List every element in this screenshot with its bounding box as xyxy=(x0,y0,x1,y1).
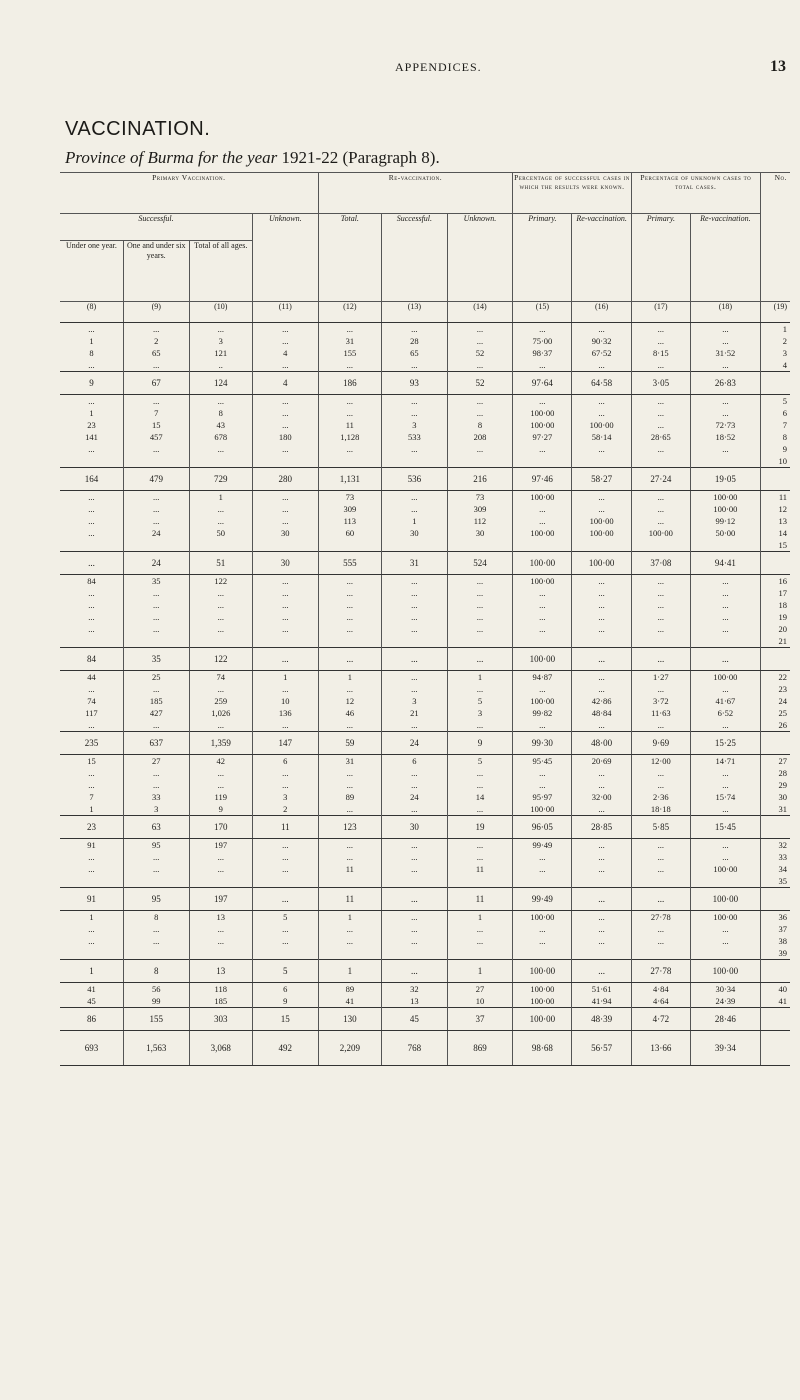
column-number: (19) xyxy=(760,302,790,323)
table-cell: 147 xyxy=(252,732,318,755)
table-cell: 35 ... ... ... ... xyxy=(123,575,189,648)
table-cell: 1 2 3 4 xyxy=(760,323,790,372)
table-cell: ... 1 8 ... xyxy=(88,324,95,370)
table-cell: 27·24 xyxy=(631,468,690,491)
table-cell: ... 3 121 .. xyxy=(189,323,252,372)
subtotal-row xyxy=(60,648,790,671)
table-cell: ... xyxy=(252,888,318,911)
col-header-revacc-unknown: Unknown. xyxy=(447,214,513,302)
table-cell: 555 xyxy=(318,552,381,575)
table-cell: 95·45 ... ... 95·97 100·00 xyxy=(513,755,572,816)
table-cell: ... ... 42·86 48·84 ... xyxy=(572,671,631,732)
table-cell: 2,209 xyxy=(318,1031,381,1066)
table-cell: ... ... ... xyxy=(631,839,690,888)
table-cell: 30 xyxy=(382,816,448,839)
table-cell: ... ... ... xyxy=(382,839,448,888)
table-cell: 25 ... 185 427 ... xyxy=(123,671,189,732)
group-primary-vaccination: Primary Vaccination. xyxy=(60,173,318,214)
table-cell xyxy=(760,648,790,671)
table-cell: 52 xyxy=(447,372,513,395)
page-subtitle xyxy=(65,148,440,168)
table-cell: ... 1 23 141 ... xyxy=(85,396,98,454)
table-cell: ... 31 155 ... xyxy=(318,323,381,372)
table-cell: 1 ... ... 50 xyxy=(189,491,252,552)
table-cell: ... ... ... ... ... xyxy=(447,575,513,648)
table-cell: ... ... ... ... xyxy=(88,492,95,538)
table-cell: 28·85 xyxy=(572,816,631,839)
table-cell: ... ... ... ... ... xyxy=(572,575,631,648)
table-cell: 48·00 xyxy=(572,732,631,755)
col-header-total-all-ages: Total of all ages. xyxy=(189,241,252,302)
page-number: 13 xyxy=(770,58,786,75)
table-cell: ... ... 31·52 ... xyxy=(690,323,760,372)
table-row xyxy=(60,911,790,960)
table-cell: 27·78 ... ... xyxy=(631,911,690,960)
table-cell: ... xyxy=(690,648,760,671)
table-cell: 51·61 41·94 xyxy=(572,983,631,1008)
table-cell: 100·00 xyxy=(690,960,760,983)
group-no: No. xyxy=(760,173,790,302)
table-cell: ... xyxy=(447,648,513,671)
table-cell: 197 xyxy=(189,888,252,911)
column-number: (17) xyxy=(631,302,690,323)
table-cell: 20·69 ... ... 32·00 ... xyxy=(572,755,631,816)
table-cell: 13 xyxy=(189,960,252,983)
table-cell: 8 ... ... xyxy=(123,911,189,960)
table-cell: 15 ... ... 7 1 xyxy=(87,756,96,814)
table-cell: 99·49 ... ... xyxy=(513,839,572,888)
table-cell: 11 xyxy=(318,888,381,911)
table-cell: 100·00 xyxy=(572,552,631,575)
table-cell: 35 xyxy=(123,648,189,671)
table-cell: 99·30 xyxy=(513,732,572,755)
table-cell: 170 xyxy=(189,816,252,839)
table-cell: 30·34 24·39 xyxy=(690,983,760,1008)
table-cell: 23 xyxy=(60,816,123,839)
table-cell: ... xyxy=(318,648,381,671)
table-cell: 216 xyxy=(447,468,513,491)
table-cell: ... ... ... ... ... xyxy=(252,575,318,648)
table-cell: 303 xyxy=(189,1008,252,1031)
page-title: VACCINATION. xyxy=(65,118,211,140)
table-body xyxy=(60,323,790,1066)
subtotal-row xyxy=(60,816,790,839)
table-cell: 123 xyxy=(318,816,381,839)
col-header-pct-primary: Primary. xyxy=(513,214,572,302)
col-header-under-one: Under one year. xyxy=(60,241,123,302)
subgroup-successful: Successful. xyxy=(60,214,252,241)
table-cell: 1 ... ... xyxy=(318,911,381,960)
table-cell: 100·00 xyxy=(513,960,572,983)
table-cell: 24 xyxy=(123,552,189,575)
table-cell: 6 9 xyxy=(252,983,318,1008)
table-cell: 5·85 xyxy=(631,816,690,839)
table-cell: 89 41 xyxy=(318,983,381,1008)
table-cell: 100·00 ... ... xyxy=(690,911,760,960)
table-cell: 95 xyxy=(123,888,189,911)
table-cell: 91 xyxy=(60,888,123,911)
table-row xyxy=(60,839,790,888)
table-cell: 6 ... ... 3 2 xyxy=(252,755,318,816)
table-row xyxy=(60,671,790,732)
subtotal-row xyxy=(60,960,790,983)
table-cell: ... ... ... 24 xyxy=(123,491,189,552)
column-number: (16) xyxy=(572,302,631,323)
table-cell: 768 xyxy=(382,1031,448,1066)
table-row xyxy=(60,395,790,468)
table-cell xyxy=(760,552,790,575)
table-cell: 94·41 xyxy=(690,552,760,575)
table-cell: 5 6 7 8 9 10 xyxy=(760,395,790,468)
table-cell: 4·72 xyxy=(631,1008,690,1031)
table-cell: 93 xyxy=(382,372,448,395)
table-cell: 19·05 xyxy=(690,468,760,491)
table-cell: 31 ... ... 89 ... xyxy=(318,755,381,816)
table-cell: ... ... 72·73 18·52 ... xyxy=(690,395,760,468)
table-cell: 73 309 113 60 xyxy=(318,491,381,552)
table-cell: 5 xyxy=(252,960,318,983)
column-number: (11) xyxy=(252,302,318,323)
table-row xyxy=(60,755,790,816)
table-cell: 32 13 xyxy=(382,983,448,1008)
table-cell: 1 xyxy=(447,960,513,983)
table-cell: 280 xyxy=(252,468,318,491)
table-cell: ... ... ... xyxy=(382,911,448,960)
table-cell: 637 xyxy=(123,732,189,755)
table-cell: 100·00 xyxy=(690,888,760,911)
group-revaccination: Re-vaccination. xyxy=(318,173,513,214)
table-cell: 39·34 xyxy=(690,1031,760,1066)
group-percent-successful: Percentage of successful cases in which the results were known. xyxy=(513,173,631,214)
table-cell: 5 ... ... xyxy=(252,911,318,960)
table-cell: 11 xyxy=(447,888,513,911)
table-cell: 11 12 13 14 15 xyxy=(760,491,790,552)
table-cell: ... ... 3 21 ... xyxy=(382,671,448,732)
table-cell: ... xyxy=(572,888,631,911)
table-cell: ... ... 100·00 100·00 xyxy=(572,491,631,552)
subtotal-row xyxy=(60,732,790,755)
table-cell: 28·46 xyxy=(690,1008,760,1031)
table-cell: 1 ... ... xyxy=(447,911,513,960)
table-cell: 30 xyxy=(252,552,318,575)
table-cell: 41 45 xyxy=(87,984,96,1006)
table-cell: ... 28 65 ... xyxy=(382,323,448,372)
table-cell: 97·46 xyxy=(513,468,572,491)
table-cell: 1,563 xyxy=(123,1031,189,1066)
table-cell: 37·08 xyxy=(631,552,690,575)
table-cell: 5 ... ... 14 ... xyxy=(447,755,513,816)
table-cell: ... xyxy=(382,648,448,671)
table-cell: 8 xyxy=(123,960,189,983)
table-cell: 13 ... ... xyxy=(189,911,252,960)
table-cell: ... 2 65 ... xyxy=(123,323,189,372)
table-cell: 100·00 100·00 xyxy=(513,983,572,1008)
table-cell: ... ... ... ... ... xyxy=(318,575,381,648)
table-cell: 164 xyxy=(60,468,123,491)
table-cell: 524 xyxy=(447,552,513,575)
table-cell: 56·57 xyxy=(572,1031,631,1066)
table-cell: 1,131 xyxy=(318,468,381,491)
table-cell: 479 xyxy=(123,468,189,491)
table-cell: ... 75·00 98·37 ... xyxy=(513,323,572,372)
table-cell: ... xyxy=(572,648,631,671)
table-cell: 100·00 ... ... xyxy=(513,911,572,960)
table-cell: 869 xyxy=(447,1031,513,1066)
table-cell: 91 ... ... xyxy=(87,840,96,874)
table-cell: 492 xyxy=(252,1031,318,1066)
col-header-unk-primary: Primary. xyxy=(631,214,690,302)
table-cell: ... ... ... 180 ... xyxy=(252,395,318,468)
table-cell: 1·27 ... 3·72 11·63 ... xyxy=(631,671,690,732)
table-cell: 22 23 24 25 26 xyxy=(760,671,790,732)
table-cell: 95 ... ... xyxy=(123,839,189,888)
table-cell: 3·05 xyxy=(631,372,690,395)
table-cell: 100·00 100·00 99·12 50·00 xyxy=(690,491,760,552)
table-cell: 6 ... ... 24 ... xyxy=(382,755,448,816)
table-cell: 48·39 xyxy=(572,1008,631,1031)
table-cell: 26·83 xyxy=(690,372,760,395)
table-cell: ... ... 11 1,128 ... xyxy=(318,395,381,468)
table-cell: 27·78 xyxy=(631,960,690,983)
table-cell: ... 8 43 678 ... xyxy=(189,395,252,468)
table-cell xyxy=(760,960,790,983)
table-cell: 118 185 xyxy=(189,983,252,1008)
table-cell: 197 ... ... xyxy=(189,839,252,888)
table-cell: 9 xyxy=(60,372,123,395)
subtotal-row xyxy=(60,1008,790,1031)
table-cell: ... xyxy=(60,552,123,575)
table-row xyxy=(60,575,790,648)
table-cell: ... ... ... 28·65 ... xyxy=(631,395,690,468)
table-cell: 12·00 ... ... 2·36 18·18 xyxy=(631,755,690,816)
table-cell: ... ... 11 xyxy=(447,839,513,888)
table-cell: ... xyxy=(572,960,631,983)
table-cell: 32 33 34 35 xyxy=(760,839,790,888)
vaccination-table xyxy=(60,172,790,1066)
table-cell: ... xyxy=(631,648,690,671)
table-cell: 24 xyxy=(382,732,448,755)
col-header-pct-revacc: Re-vaccination. xyxy=(572,214,631,302)
table-cell: 37 xyxy=(447,1008,513,1031)
table-cell: 122 xyxy=(189,648,252,671)
subtotal-row xyxy=(60,468,790,491)
subtotal-row xyxy=(60,372,790,395)
column-number: (15) xyxy=(513,302,572,323)
table-cell xyxy=(760,1031,790,1066)
table-cell: 1 ... 12 46 ... xyxy=(318,671,381,732)
table-cell: 1 ... 5 3 ... xyxy=(447,671,513,732)
subtotal-row xyxy=(60,888,790,911)
table-cell: 130 xyxy=(318,1008,381,1031)
table-cell: ... ... 100·00 58·14 ... xyxy=(572,395,631,468)
table-cell: ... xyxy=(382,888,448,911)
table-cell: 94·87 ... 100·00 99·82 ... xyxy=(513,671,572,732)
table-cell: 42 ... ... 119 9 xyxy=(189,755,252,816)
table-cell: 56 99 xyxy=(123,983,189,1008)
table-cell: ... ... 52 ... xyxy=(447,323,513,372)
table-cell: ... xyxy=(382,960,448,983)
table-row xyxy=(60,983,790,1008)
table-cell: 44 ... 74 117 ... xyxy=(85,672,98,730)
column-number: (10) xyxy=(189,302,252,323)
table-cell: 122 ... ... ... ... xyxy=(189,575,252,648)
table-cell: 45 xyxy=(382,1008,448,1031)
table-cell xyxy=(760,372,790,395)
table-cell: ... 100·00 100·00 97·27 ... xyxy=(513,395,572,468)
table-cell: ... ... ... xyxy=(572,911,631,960)
column-number-row xyxy=(60,302,790,323)
subtitle-italic: Province of Burma for the year xyxy=(65,148,278,167)
column-number: (14) xyxy=(447,302,513,323)
table-cell: 67 xyxy=(123,372,189,395)
table-cell: 100·00 xyxy=(513,1008,572,1031)
table-cell: 84 xyxy=(60,648,123,671)
table-cell: ... ... 8·15 ... xyxy=(631,323,690,372)
grand-total-row xyxy=(60,1031,790,1066)
table-cell: 4 xyxy=(252,372,318,395)
table-cell: 186 xyxy=(318,372,381,395)
table-cell xyxy=(760,468,790,491)
table-cell: 4·84 4·64 xyxy=(631,983,690,1008)
table-cell: ... ... 4 ... xyxy=(252,323,318,372)
table-cell: ... ... 1 30 xyxy=(382,491,448,552)
table-cell: 100·00 xyxy=(513,552,572,575)
table-cell: ... ... 11 xyxy=(318,839,381,888)
table-cell: 86 xyxy=(60,1008,123,1031)
table-cell: 96·05 xyxy=(513,816,572,839)
table-cell: 27 ... ... 33 3 xyxy=(123,755,189,816)
table-cell xyxy=(760,732,790,755)
table-cell: 74 ... 259 1,026 ... xyxy=(189,671,252,732)
table-cell: 1 xyxy=(60,960,123,983)
table-cell: 13·66 xyxy=(631,1031,690,1066)
table-cell: 155 xyxy=(123,1008,189,1031)
table-cell: 27 10 xyxy=(447,983,513,1008)
table-cell: ... ... ... ... ... xyxy=(690,575,760,648)
table-cell: 98·68 xyxy=(513,1031,572,1066)
table-cell: 3,068 xyxy=(189,1031,252,1066)
table-cell xyxy=(760,1008,790,1031)
subtitle-rest: 1921-22 (Paragraph 8). xyxy=(281,148,440,167)
table-cell: 19 xyxy=(447,816,513,839)
table-cell: ... ... 3 533 ... xyxy=(382,395,448,468)
table-cell: 63 xyxy=(123,816,189,839)
table-cell: 36 37 38 39 xyxy=(760,911,790,960)
table-row xyxy=(60,323,790,372)
table-cell: 100·00 ... ... 100·00 xyxy=(513,491,572,552)
column-number: (12) xyxy=(318,302,381,323)
table-cell: 16 17 18 19 20 21 xyxy=(760,575,790,648)
column-number: (13) xyxy=(382,302,448,323)
table-cell: 100·00 ... 41·67 6·52 ... xyxy=(690,671,760,732)
table-cell xyxy=(760,816,790,839)
table-cell: ... ... 8 208 ... xyxy=(447,395,513,468)
table-cell: ... ... ... 100·00 xyxy=(631,491,690,552)
table-cell: ... ... 100·00 xyxy=(690,839,760,888)
table-cell: 536 xyxy=(382,468,448,491)
column-number: (18) xyxy=(690,302,760,323)
table-cell: ... xyxy=(631,888,690,911)
table-cell: ... ... ... ... ... xyxy=(382,575,448,648)
column-number: (8) xyxy=(60,302,123,323)
table-cell: 27 28 29 30 31 xyxy=(760,755,790,816)
subtotal-row xyxy=(60,552,790,575)
table-row xyxy=(60,491,790,552)
table-cell: ... 90·32 67·52 ... xyxy=(572,323,631,372)
table-cell: 97·64 xyxy=(513,372,572,395)
table-cell: 11 xyxy=(252,816,318,839)
table-cell: 31 xyxy=(382,552,448,575)
table-cell: 729 xyxy=(189,468,252,491)
table-cell: 1 ... ... xyxy=(88,912,95,946)
table-cell: 15·25 xyxy=(690,732,760,755)
table-cell xyxy=(760,888,790,911)
table-cell: 51 xyxy=(189,552,252,575)
table-cell: 64·58 xyxy=(572,372,631,395)
table-cell: 100·00 xyxy=(513,648,572,671)
group-percent-unknown: Percentage of unknown cases to total cases. xyxy=(631,173,760,214)
table-cell: ... 7 15 457 ... xyxy=(123,395,189,468)
table-cell: 235 xyxy=(60,732,123,755)
table-cell: 100·00 ... ... ... ... xyxy=(513,575,572,648)
table-cell: ... xyxy=(252,648,318,671)
table-cell: 84 ... ... ... ... xyxy=(87,576,96,634)
col-header-unknown: Unknown. xyxy=(252,214,318,302)
table-cell: 73 309 112 30 xyxy=(447,491,513,552)
table-cell: 1 xyxy=(318,960,381,983)
table-cell: ... ... ... 30 xyxy=(252,491,318,552)
table-cell: ... ... ... xyxy=(572,839,631,888)
table-cell: 59 xyxy=(318,732,381,755)
table-cell: 58·27 xyxy=(572,468,631,491)
table-cell: ... ... ... ... ... xyxy=(631,575,690,648)
table-cell: 9 xyxy=(447,732,513,755)
table-cell: 99·49 xyxy=(513,888,572,911)
table-cell: 15·45 xyxy=(690,816,760,839)
table-cell: 9·69 xyxy=(631,732,690,755)
table-cell: ... ... ... xyxy=(252,839,318,888)
table-cell: 693 xyxy=(60,1031,123,1066)
col-header-one-to-six: One and under six years. xyxy=(123,241,189,302)
table-cell: 40 41 xyxy=(760,983,790,1008)
col-header-unk-revacc: Re-vaccination. xyxy=(690,214,760,302)
col-header-successful: Successful. xyxy=(382,214,448,302)
table-cell: 1,359 xyxy=(189,732,252,755)
table-cell: 14·71 ... ... 15·74 ... xyxy=(690,755,760,816)
table-cell: 1 ... 10 136 ... xyxy=(252,671,318,732)
table-cell: 124 xyxy=(189,372,252,395)
appendix-label: APPENDICES. xyxy=(395,60,482,74)
column-number: (9) xyxy=(123,302,189,323)
table-cell: 15 xyxy=(252,1008,318,1031)
col-header-total: Total. xyxy=(318,214,381,302)
